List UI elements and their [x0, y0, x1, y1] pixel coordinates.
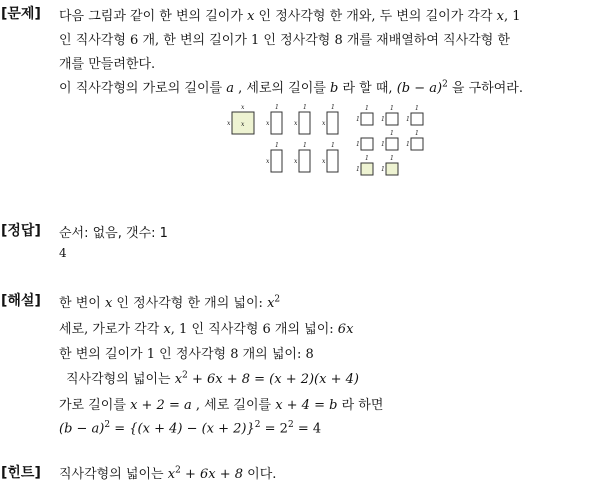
svg-text:1: 1	[390, 105, 394, 112]
small-square-tile	[381, 105, 398, 125]
explanation-line-3: 한 변의 길이가 1 인 정사각형 8 개의 넓이: 8	[59, 347, 314, 362]
svg-text:x: x	[322, 120, 326, 127]
small-square-tile	[406, 105, 423, 125]
svg-text:1: 1	[303, 142, 307, 149]
hint-tag: [힌트]	[1, 465, 41, 481]
svg-text:1: 1	[356, 141, 360, 148]
problem-line-3: 개를 만들려한다.	[59, 57, 156, 72]
small-square-tile	[381, 155, 398, 175]
svg-text:x: x	[294, 120, 298, 127]
svg-text:x: x	[227, 120, 231, 127]
svg-text:1: 1	[331, 142, 335, 149]
rectangle-tile	[322, 142, 338, 172]
svg-text:1: 1	[415, 130, 419, 137]
svg-text:1: 1	[381, 141, 385, 148]
svg-text:1: 1	[406, 141, 410, 148]
small-square-tile	[381, 130, 398, 150]
svg-text:1: 1	[275, 104, 279, 111]
svg-text:1: 1	[415, 105, 419, 112]
small-square-tile	[356, 138, 373, 150]
svg-text:1: 1	[406, 116, 410, 123]
rectangle-tile	[322, 104, 338, 134]
answer-tag: [정답]	[1, 223, 41, 239]
problem-line-1: 다음 그림과 같이 한 변의 길이가 x 인 정사각형 한 개와, 두 변의 길이가 각각 x, 1	[59, 9, 521, 24]
svg-text:1: 1	[365, 155, 369, 162]
svg-text:1: 1	[381, 116, 385, 123]
svg-text:x: x	[241, 121, 245, 128]
hint-line: 직사각형의 넓이는 $x^2 + 6x + 8$ 이다.	[59, 465, 277, 482]
rectangle-tile	[294, 104, 310, 134]
tiles-figure	[226, 103, 432, 187]
svg-text:1: 1	[390, 155, 394, 162]
svg-text:1: 1	[365, 105, 369, 112]
explanation-line-6: $(b - a)^2 = \{(x + 4) - (x + 2)\}^2 = 2^2 = 4$	[59, 420, 322, 437]
svg-text:1: 1	[275, 142, 279, 149]
svg-text:x: x	[241, 104, 245, 111]
rectangle-tile	[294, 142, 310, 172]
svg-text:1: 1	[381, 166, 385, 173]
answer-order-count: 순서: 없음, 갯수: 1	[59, 226, 168, 241]
explanation-line-5: 가로 길이를 x + 2 = a , 세로 길이를 x + 4 = b 라 하면	[59, 398, 384, 413]
svg-text:1: 1	[356, 166, 360, 173]
rectangle-tile	[266, 104, 282, 134]
small-square-tile	[406, 130, 423, 150]
svg-text:x: x	[266, 158, 270, 165]
svg-text:1: 1	[390, 130, 394, 137]
small-square-tile	[356, 105, 373, 125]
svg-text:1: 1	[356, 116, 360, 123]
svg-text:1: 1	[303, 104, 307, 111]
small-square-tile	[356, 155, 373, 175]
answer-value: 4	[59, 246, 67, 260]
explanation-line-2: 세로, 가로가 각각 x, 1 인 직사각형 6 개의 넓이: 6x	[59, 322, 354, 337]
problem-line-2: 인 직사각형 6 개, 한 변의 길이가 1 인 정사각형 8 개를 재배열하여 직사각형 한	[59, 33, 510, 48]
problem-tag: [문제]	[1, 6, 41, 22]
svg-text:1: 1	[331, 104, 335, 111]
explanation-tag: [해설]	[1, 293, 41, 309]
big-square-tile	[227, 104, 254, 134]
svg-text:x: x	[266, 120, 270, 127]
explanation-line-4: 직사각형의 넓이는 $x^2 + 6x + 8 = (x + 2)(x + 4)$	[66, 370, 359, 387]
rectangle-tile	[266, 142, 282, 172]
svg-text:x: x	[322, 158, 326, 165]
explanation-line-1: 한 변이 x 인 정사각형 한 개의 넓이: $x^2$	[59, 294, 281, 311]
svg-text:x: x	[294, 158, 298, 165]
problem-line-4: 이 직사각형의 가로의 길이를 a , 세로의 길이를 b 라 할 때, $(b - a)^2$ 을 구하여라.	[59, 79, 523, 96]
